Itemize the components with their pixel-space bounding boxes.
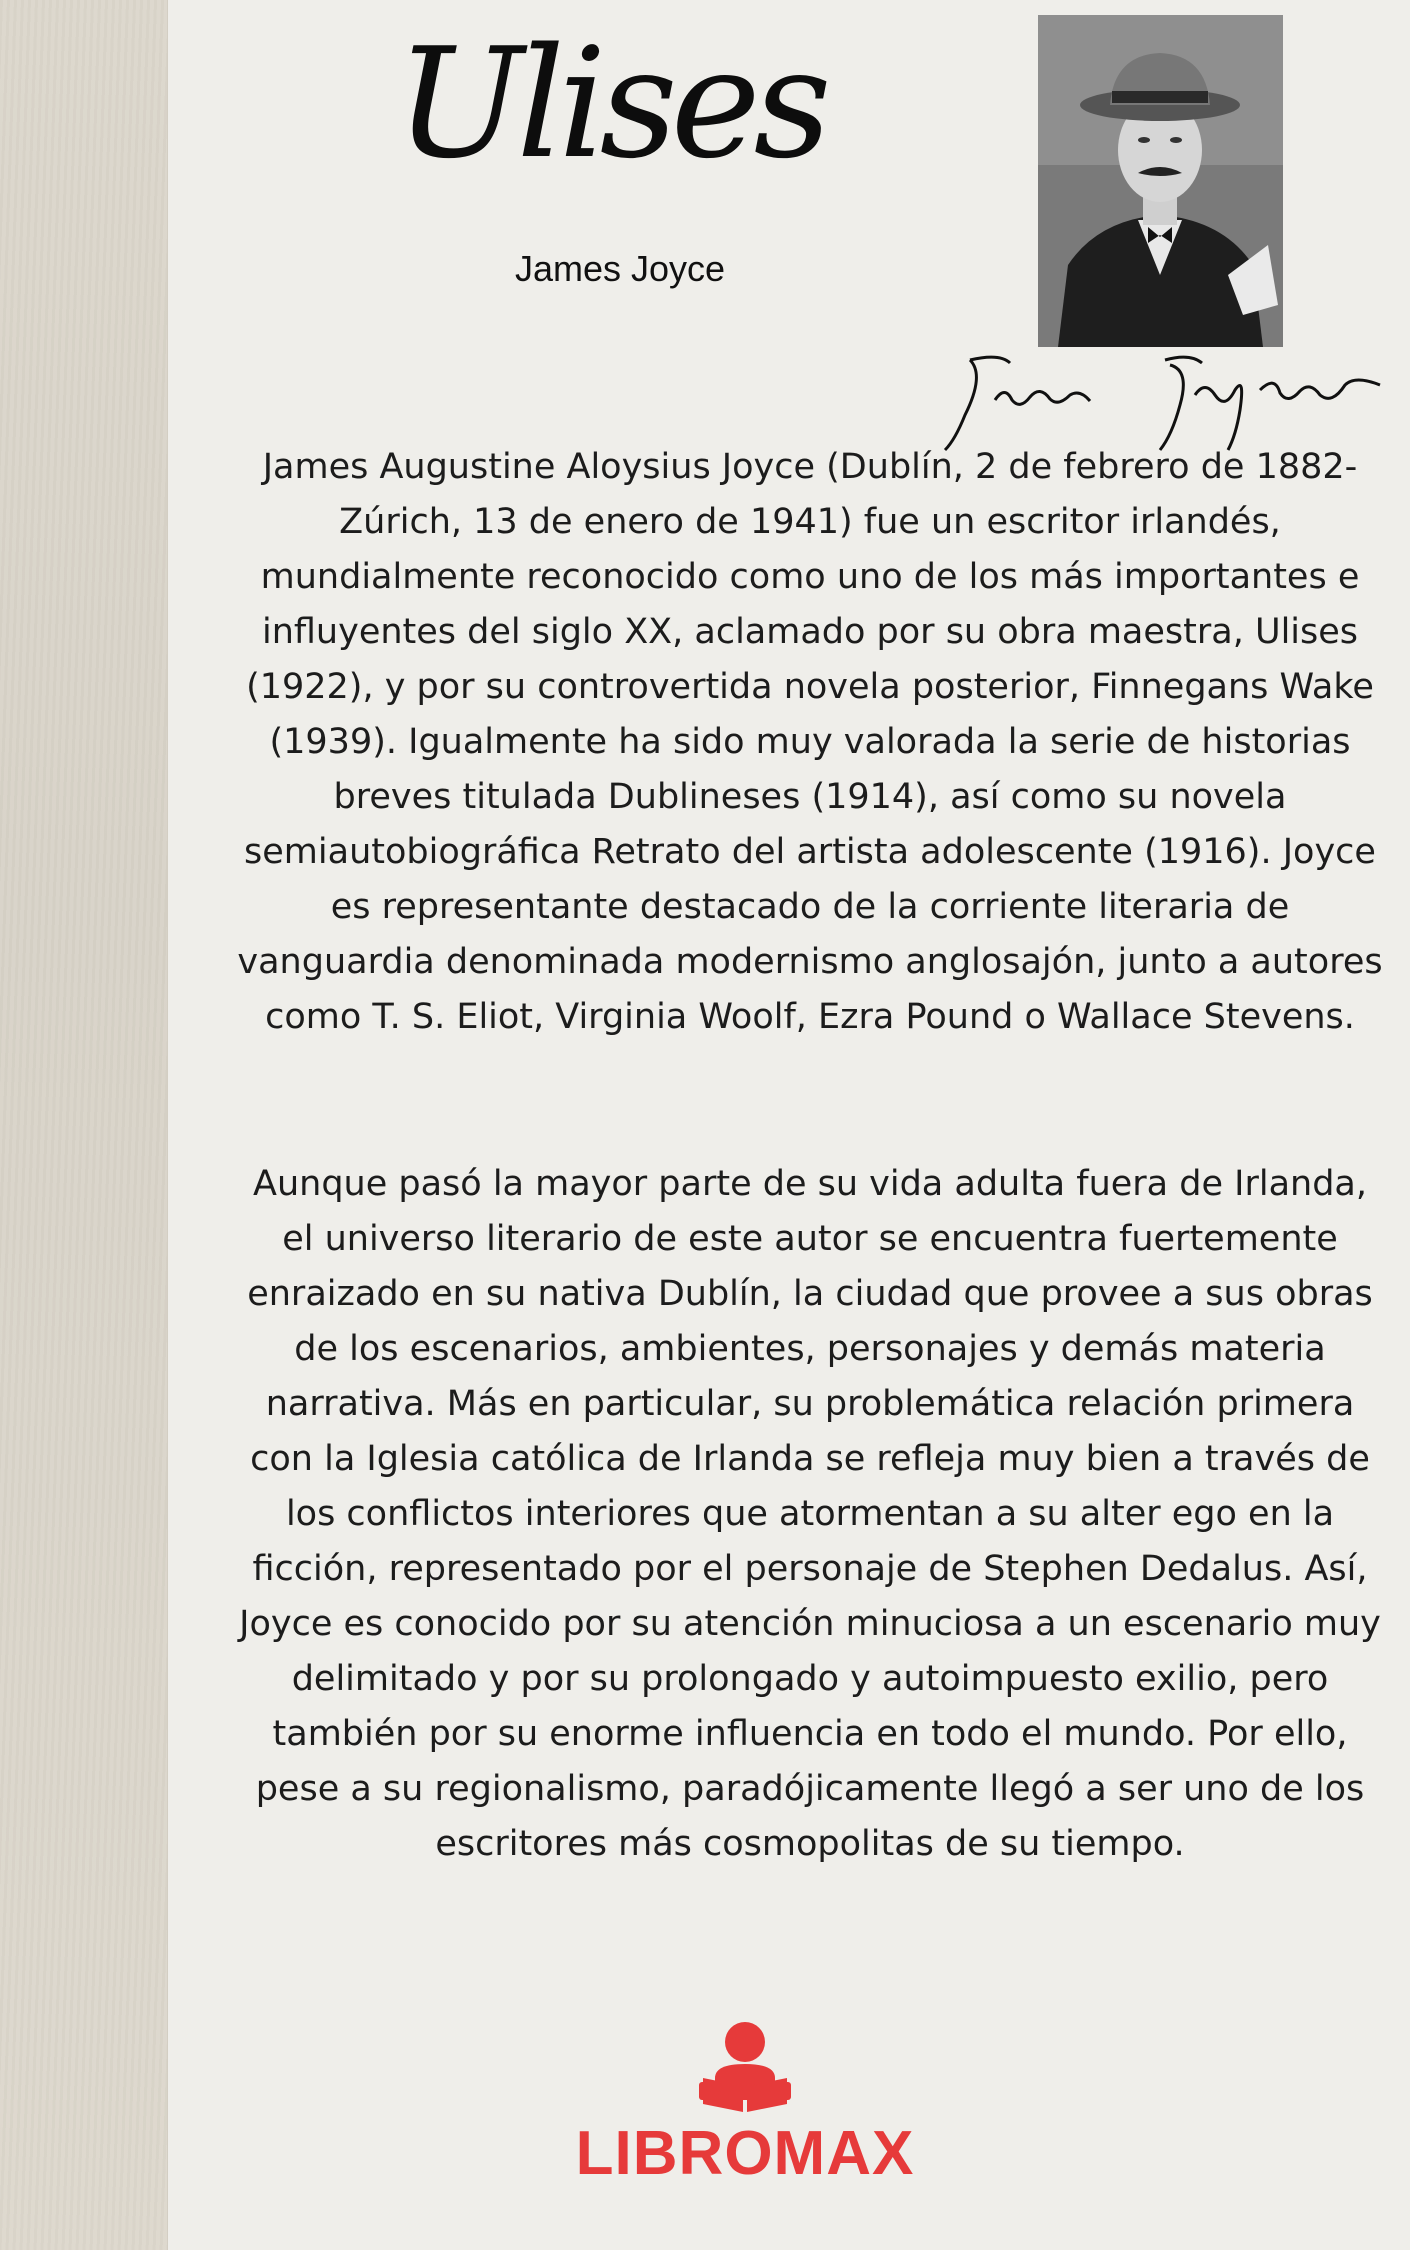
book-author: James Joyce xyxy=(514,248,726,289)
spine-texture xyxy=(0,0,168,2250)
reader-icon xyxy=(697,2020,793,2116)
publisher-logo xyxy=(560,2020,930,2188)
portrait-illustration xyxy=(1038,15,1283,347)
bio-paragraph-2: Aunque pasó la mayor parte de su vida adulta fuera de Irlanda, el universo literario de este autor se encuentra fuertemente enraizado en su nativa Dublín, la ciudad que provee a sus obras de los escenarios, ambientes, personajes y demás materia narrativa. Más en particular, su problemática relación primera con la Iglesia católica de Irlanda se refleja muy bien a través de los conflictos interiores que atormentan a su alter ego en la ficción, representado por el personaje de Stephen Dedalus. Así, Joyce es conocido por su atención minuciosa a un escenario muy delimitado y por su prolongado y autoimpuesto exilio, pero también por su enorme influencia en todo el mundo. Por ello, pese a su regionalismo, paradójicamente llegó a ser uno de los escritores más cosmopolitas de su tiempo. xyxy=(239,1164,1381,1864)
book-title: Ulises xyxy=(395,15,825,192)
author-portrait xyxy=(1038,15,1283,347)
bio-paragraph-1: James Augustine Aloysius Joyce (Dublín, 2 de febrero de 1882-Zúrich, 13 de enero de 1941) fue un escritor irlandés, mundialmente reconocido como uno de los más importantes e influyentes del siglo XX, aclamado por su obra maestra, Ulises (1922), y por su controvertida novela posterior, Finnegans Wake (1939). Igualmente ha sido muy valorada la serie de historias breves titulada Dublineses (1914), así como su novela semiautobiográfica Retrato del artista adolescente (1916). Joyce es representante destacado de la corriente literaria de vanguardia denominada modernismo anglosajón, junto a autores como T. S. Eliot, Virginia Woolf, Ezra Pound o Wallace Stevens. xyxy=(237,447,1383,1037)
publisher-name: LIBROMAX xyxy=(575,2119,915,2188)
